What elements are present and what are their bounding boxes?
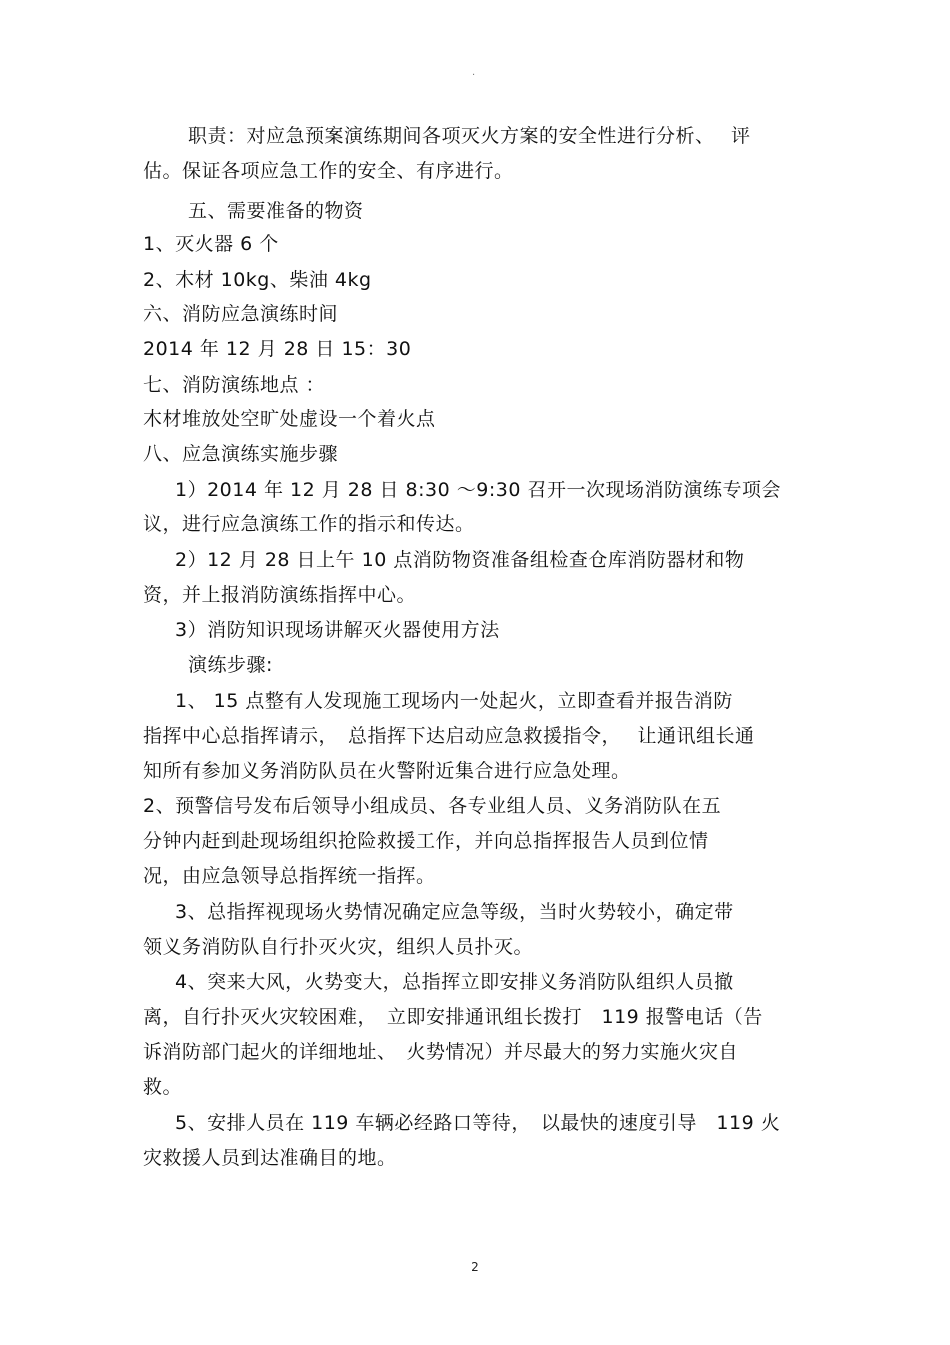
- text-line: 1、 15 点整有人发现施工现场内一处起火，立即查看并报告消防: [175, 690, 733, 712]
- header-mark: ·: [472, 70, 476, 81]
- text-line: 指挥中心总指挥请示， 总指挥下达启动应急救援指令， 让通讯组长通: [143, 725, 755, 747]
- text-line: 议，进行应急演练工作的指示和传达。: [143, 513, 475, 535]
- section-heading: 七、消防演练地点 ：: [143, 374, 326, 396]
- text-line: 况，由应急领导总指挥统一指挥。: [143, 865, 436, 887]
- section-heading: 六、消防应急演练时间: [143, 303, 339, 325]
- text-line: 木材堆放处空旷处虚设一个着火点: [143, 408, 436, 430]
- text-line: 3、总指挥视现场火势情况确定应急等级，当时火势较小，确定带: [175, 901, 734, 923]
- text-line: 4、突来大风，火势变大，总指挥立即安排义务消防队组织人员撤: [175, 971, 734, 993]
- text-line: 灾救援人员到达准确目的地。: [143, 1147, 397, 1169]
- text-line: 1）2014 年 12 月 28 日 8:30 ～9:30 召开一次现场消防演练专项会: [175, 479, 781, 501]
- text-line: 救。: [143, 1076, 183, 1098]
- text-line: 职责：对应急预案演练期间各项灭火方案的安全性进行分析、 评: [188, 125, 751, 147]
- text-line: 知所有参加义务消防队员在火警附近集合进行应急处理。: [143, 760, 631, 782]
- text-line: 领义务消防队自行扑灭火灾，组织人员扑灭。: [143, 936, 534, 958]
- text-line: 2、木材 10kg、柴油 4kg: [143, 269, 372, 291]
- text-line: 2）12 月 28 日上午 10 点消防物资准备组检查仓库消防器材和物: [175, 549, 745, 571]
- text-line: 3）消防知识现场讲解灭火器使用方法: [175, 619, 500, 641]
- section-heading: 五、需要准备的物资: [188, 200, 364, 222]
- text-line: 2014 年 12 月 28 日 15：30: [143, 338, 412, 360]
- section-heading: 八、应急演练实施步骤: [143, 443, 339, 465]
- text-line: 估。保证各项应急工作的安全、有序进行。: [143, 160, 514, 182]
- text-line: 1、灭火器 6 个: [143, 233, 279, 255]
- text-line: 2、预警信号发布后领导小组成员、各专业组人员、义务消防队在五: [143, 795, 722, 817]
- text-line: 离，自行扑灭火灾较困难， 立即安排通讯组长拨打 119 报警电话（告: [143, 1006, 763, 1028]
- text-line: 诉消防部门起火的详细地址、 火势情况）并尽最大的努力实施火灾自: [143, 1041, 739, 1063]
- text-line: 资，并上报消防演练指挥中心。: [143, 584, 417, 606]
- text-line: 分钟内赶到赴现场组织抢险救援工作，并向总指挥报告人员到位情: [143, 830, 709, 852]
- text-line: 5、安排人员在 119 车辆必经路口等待， 以最快的速度引导 119 火: [175, 1112, 781, 1134]
- text-line: 演练步骤:: [188, 654, 273, 676]
- page-number: 2: [471, 1260, 479, 1274]
